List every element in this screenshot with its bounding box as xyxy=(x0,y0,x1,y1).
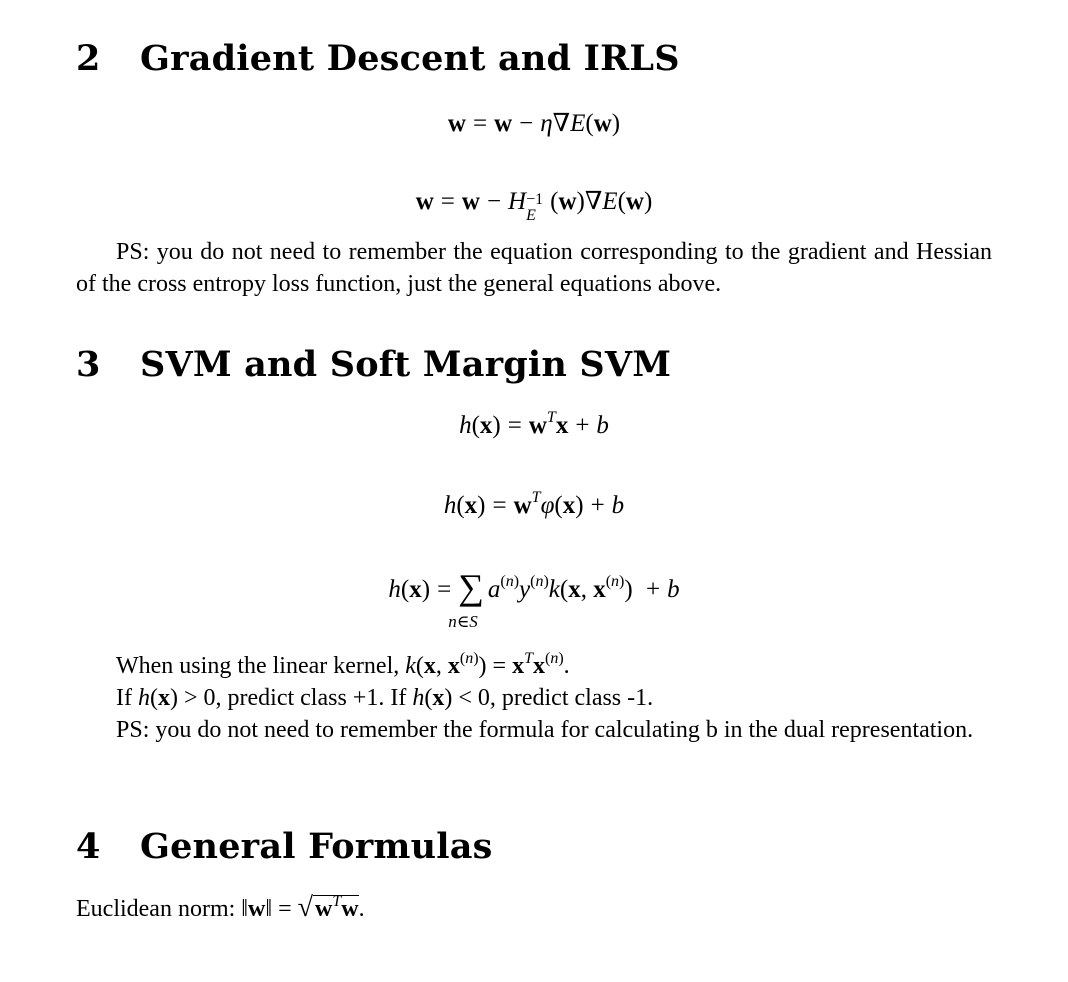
equation-feature-hypothesis: $h(x) = w^T\varphi(x) + b$ xyxy=(443,489,625,519)
section-heading-3 xyxy=(76,344,671,385)
section-title: General Formulas xyxy=(140,826,493,867)
section-heading-2 xyxy=(76,38,680,79)
sum-limit: n∈S xyxy=(448,612,478,631)
linear-kernel-line: When using the linear kernel, k(x, $x^{(n)}) = x^Tx^{(n)}$. xyxy=(116,650,570,679)
sqrt-symbol: $√w^Tw$ xyxy=(297,892,359,923)
svm-notes xyxy=(76,650,992,746)
ps-gradient: PS: you do not need to remember the equation corresponding to the gradient and Hessian of the cross entropy loss function, just the general equations above. xyxy=(76,239,992,297)
equation-irls: w = w − H −1 E (w)∇E(w) xyxy=(415,188,653,224)
equation-gradient-descent: w = w − η∇E(w) xyxy=(447,110,621,137)
section-title: SVM and Soft Margin SVM xyxy=(140,344,672,385)
section-number: 4 xyxy=(76,826,101,867)
sum-symbol: ∑ n∈S xyxy=(448,567,484,631)
equation-dual-hypothesis: h(x) = ∑ n∈S $a^{(n)}y^{(n)}k(x$, $x^{(n)}) + b$ xyxy=(388,567,680,631)
norm-label: Euclidean norm: xyxy=(76,896,236,922)
section-heading-4 xyxy=(76,826,493,867)
prediction-rule-line: If h(x) > 0, predict class +1. If h(x) < 0, predict class -1. xyxy=(116,685,654,711)
section-number: 3 xyxy=(76,344,101,385)
section-number: 2 xyxy=(76,38,101,79)
ps-svm: PS: you do not need to remember the formula for calculating b in the dual representation. xyxy=(116,717,974,743)
section-title: Gradient Descent and IRLS xyxy=(140,38,680,79)
euclidean-norm-line: Euclidean norm: ‖w‖ = $√w^Tw$. xyxy=(76,892,365,923)
equation-linear-hypothesis: $h(x) = w^Tx + b$ xyxy=(459,409,609,439)
